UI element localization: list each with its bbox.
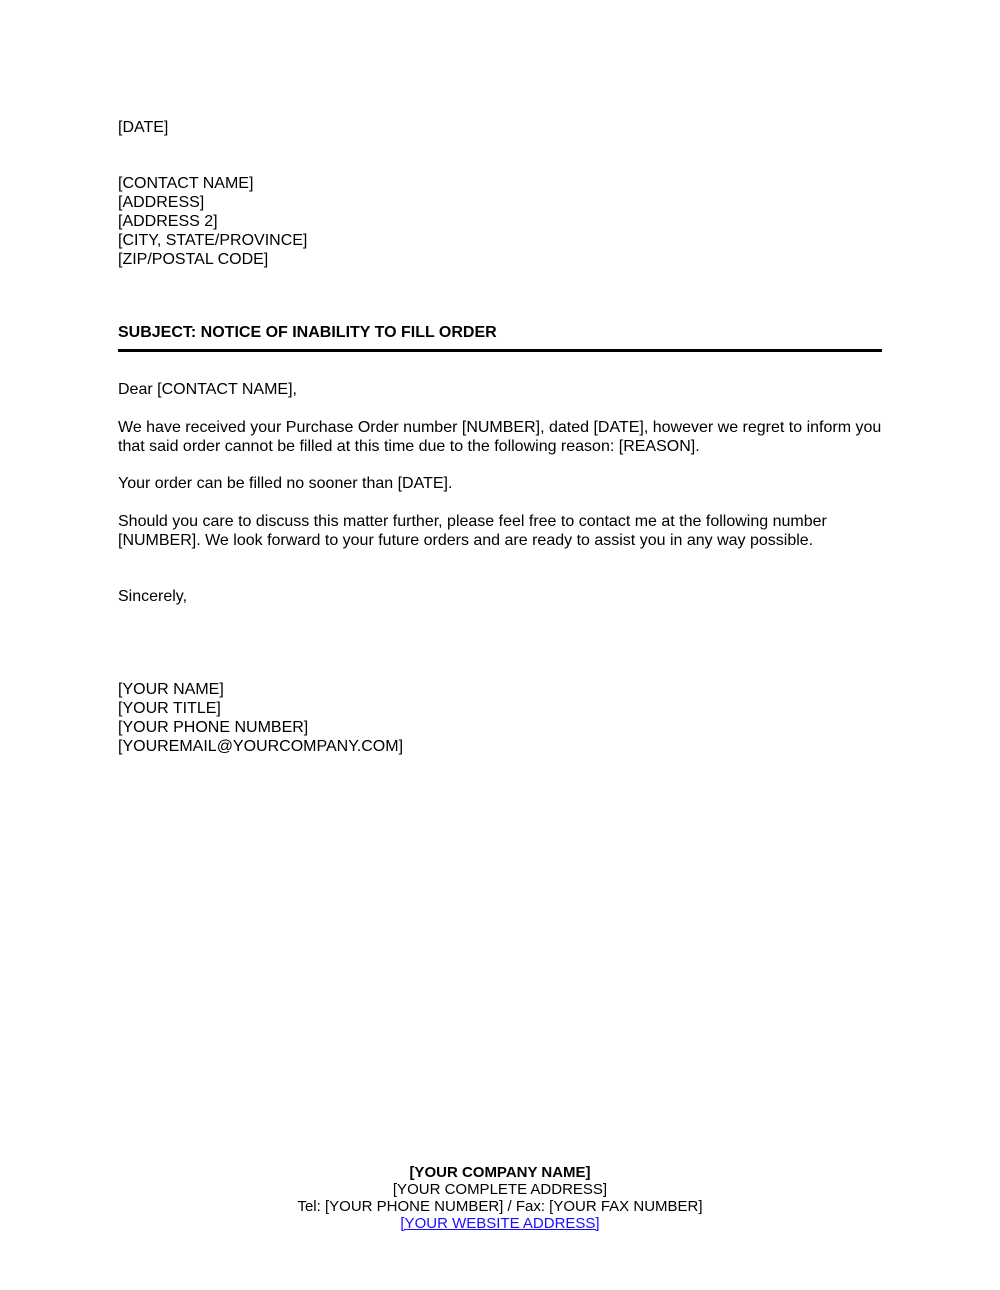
recipient-city-state: [CITY, STATE/PROVINCE] [118,232,308,249]
recipient-contact-name: [CONTACT NAME] [118,175,254,192]
letter-date: [DATE] [118,119,169,136]
footer-address: [YOUR COMPLETE ADDRESS] [392,1181,608,1198]
recipient-address-block [118,174,307,269]
signature-block [118,680,403,756]
letter-footer [0,1164,1000,1232]
footer-contact: Tel: [YOUR PHONE NUMBER] / Fax: [YOUR FAX NUMBER] [297,1198,703,1215]
body-paragraph-2: Your order can be filled no sooner than [DATE]. [118,475,453,492]
subject-line: SUBJECT: NOTICE OF INABILITY TO FILL ORDER [118,324,497,341]
body-paragraph-1: We have received your Purchase Order number [NUMBER], dated [DATE], however we regret to inform you that said order cannot be filled at this time due to the following reason: [REASON]. [118,419,882,455]
closing: Sincerely, [118,588,188,605]
signature-email: [YOUREMAIL@YOURCOMPANY.COM] [118,738,404,755]
body-paragraph-3: Should you care to discuss this matter further, please feel free to contact me at the following number [NUMBER]. We look forward to your future orders and are ready to assist you in any way possible. [118,513,827,549]
footer-website-link[interactable]: [YOUR WEBSITE ADDRESS] [400,1215,600,1232]
recipient-address-2: [ADDRESS 2] [118,213,218,230]
signature-phone: [YOUR PHONE NUMBER] [118,719,309,736]
subject-divider [118,349,882,352]
signature-name: [YOUR NAME] [118,681,224,698]
recipient-zip: [ZIP/POSTAL CODE] [118,251,269,268]
signature-title: [YOUR TITLE] [118,700,221,717]
recipient-address: [ADDRESS] [118,194,205,211]
salutation: Dear [CONTACT NAME], [118,381,297,398]
footer-company-name: [YOUR COMPANY NAME] [409,1164,591,1181]
